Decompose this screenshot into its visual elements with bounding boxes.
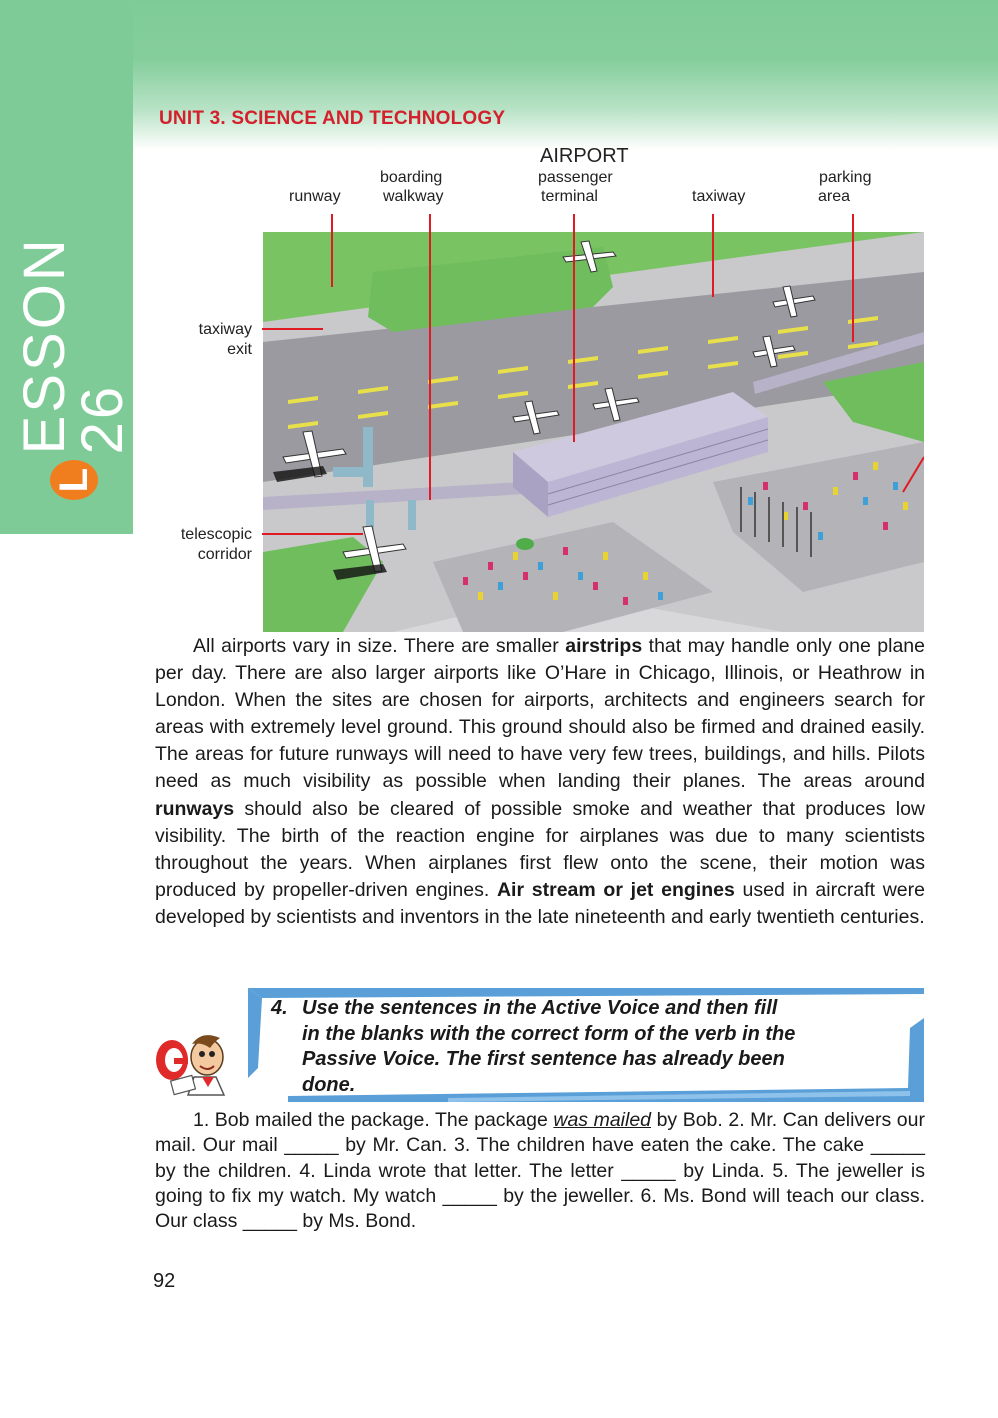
label-terminal-1: passenger — [538, 169, 613, 186]
task-line-1-text: Use the sentences in the Active Voice and then fill — [302, 997, 778, 1019]
airport-illustration — [263, 232, 924, 632]
label-taxiway-exit-2: exit — [227, 341, 252, 358]
leader-boarding-walkway — [429, 214, 431, 232]
term-jet-engines: Air stream or jet engines — [496, 878, 735, 901]
example-answer: was mailed — [553, 1109, 652, 1131]
label-telescopic-corridor-2: corridor — [197, 546, 252, 563]
label-runway: runway — [289, 188, 341, 205]
grammar-mascot-icon — [152, 1022, 234, 1098]
lesson-letter-badge: L — [50, 460, 98, 500]
leader-runway — [331, 214, 333, 232]
label-taxiway-exit-1: taxiway — [198, 321, 252, 338]
reading-paragraph — [155, 633, 925, 931]
unit-title: UNIT 3. SCIENCE AND TECHNOLOGY — [159, 108, 506, 129]
page-number: 92 — [153, 1270, 176, 1292]
task-instruction — [271, 996, 921, 1099]
reading-text-2: that may handle only one plane per day. There are also larger airports like O’Hare in Chicago, Illinois, or Heathrow in London. When the sites are chosen for airports, architects and engineers search for areas with extremely level ground. This ground should also be firmed and drained easily. The areas for future runways will need to have very few trees, buildings, and hills. Pilots need as much visibility as possible when landing their planes. The areas around — [155, 635, 925, 793]
exercise-text-1: 1. Bob mailed the package. The package — [193, 1109, 554, 1131]
term-runways: runways — [155, 797, 235, 820]
label-telescopic-corridor-1: telescopic — [180, 526, 252, 543]
label-terminal-2: terminal — [541, 188, 598, 205]
reading-text-4: used in aircraft were developed by scientists and inventors in the late nineteenth and early twentieth centuries. — [155, 878, 925, 928]
diagram-title: AIRPORT — [540, 145, 629, 167]
reading-text-3: should also be cleared of possible smoke and weather that produces low visibility. The birth of the reaction engine for airplanes was due to many scientists throughout the years. When airplanes first flew onto the scene, their motion was produced by propeller-driven engines. — [155, 797, 925, 901]
label-parking-area-2: area — [818, 188, 851, 205]
task-line-1 — [271, 996, 921, 1022]
lesson-heading — [12, 200, 135, 500]
label-taxiway: taxiway — [692, 188, 746, 205]
label-boarding-walkway-2: walkway — [383, 188, 444, 205]
task-line-4: done. — [302, 1074, 356, 1097]
exercise-text-2: by Bob. 2. Mr. Can delivers our mail. Our mail _____ by Mr. Can. 3. The children have eaten the cake. The cake _____ by the children. 4. Linda wrote that letter. The letter _____ by Linda. 5. The jeweller is going to fix my watch. My watch _____ by the jeweller. 6. Ms. Bond will teach our class. Our class _____ by Ms. Bond. — [155, 1109, 925, 1233]
label-parking-area-1: parking — [819, 169, 872, 186]
task-line-3: Passive Voice. The first sentence has already been — [302, 1048, 785, 1071]
leader-terminal — [573, 214, 575, 232]
label-boarding-walkway-1: boarding — [380, 169, 443, 186]
task-number: 4. — [271, 997, 288, 1019]
leader-parking-area — [852, 214, 854, 232]
reading-text-1: All airports vary in size. There are smaller — [193, 635, 566, 657]
leader-taxiway — [712, 214, 714, 232]
task-line-2: in the blanks with the correct form of the verb in the — [302, 1022, 796, 1045]
leader-telescopic-corridor — [262, 533, 265, 535]
leader-taxiway-exit — [262, 328, 265, 330]
term-airstrips: airstrips — [565, 635, 643, 657]
exercise-text — [155, 1108, 925, 1234]
lesson-title: ESSON 26 — [12, 236, 135, 455]
